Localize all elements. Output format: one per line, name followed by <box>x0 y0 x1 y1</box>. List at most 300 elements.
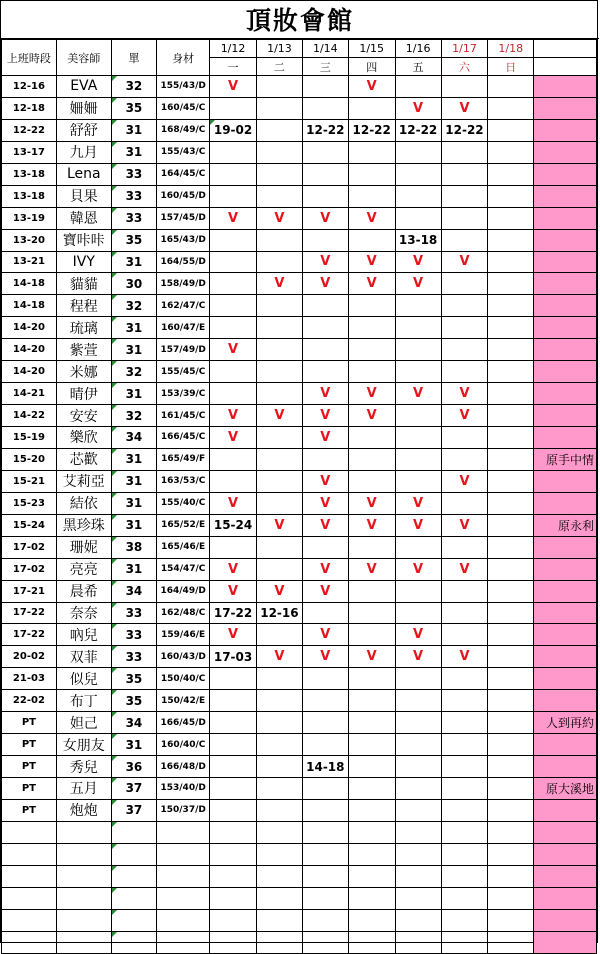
cell-body[interactable]: 153/39/C <box>157 383 210 405</box>
cell-name[interactable]: 芯歡 <box>56 448 111 470</box>
cell-day-5[interactable] <box>395 799 441 821</box>
cell-note[interactable] <box>534 317 597 339</box>
cell-day-5[interactable] <box>395 668 441 690</box>
cell-name[interactable]: 貓貓 <box>56 273 111 295</box>
cell-body[interactable] <box>157 865 210 887</box>
cell-count[interactable] <box>111 909 157 931</box>
cell-day-1[interactable] <box>210 229 257 251</box>
cell-body[interactable]: 155/43/C <box>157 141 210 163</box>
cell-day-3[interactable]: V <box>302 273 348 295</box>
cell-day-5[interactable] <box>395 734 441 756</box>
cell-body[interactable]: 166/45/C <box>157 427 210 449</box>
cell-body[interactable]: 162/47/C <box>157 295 210 317</box>
cell-note[interactable] <box>534 492 597 514</box>
cell-day-1[interactable] <box>210 470 257 492</box>
cell-name[interactable]: 布丁 <box>56 690 111 712</box>
cell-time[interactable]: 12-22 <box>2 119 57 141</box>
cell-day-4[interactable] <box>348 799 395 821</box>
cell-day-2[interactable] <box>256 909 302 931</box>
cell-body[interactable]: 165/52/E <box>157 514 210 536</box>
cell-name[interactable]: 女朋友 <box>56 734 111 756</box>
cell-count[interactable]: 31 <box>111 492 157 514</box>
cell-day-5[interactable] <box>395 470 441 492</box>
cell-day-6[interactable] <box>441 76 488 98</box>
cell-day-5[interactable] <box>395 448 441 470</box>
cell-count[interactable]: 36 <box>111 756 157 778</box>
cell-day-3[interactable] <box>302 295 348 317</box>
cell-day-6[interactable] <box>441 273 488 295</box>
cell-day-7[interactable] <box>488 778 534 800</box>
cell-count[interactable]: 35 <box>111 668 157 690</box>
cell-name[interactable]: 米娜 <box>56 361 111 383</box>
cell-note[interactable] <box>534 909 597 931</box>
cell-day-4[interactable] <box>348 339 395 361</box>
cell-day-3[interactable] <box>302 909 348 931</box>
cell-day-7[interactable] <box>488 624 534 646</box>
cell-day-6[interactable] <box>441 229 488 251</box>
cell-name[interactable]: 妲己 <box>56 712 111 734</box>
cell-name[interactable]: 晨希 <box>56 580 111 602</box>
cell-time[interactable]: PT <box>2 712 57 734</box>
cell-day-4[interactable] <box>348 887 395 909</box>
cell-day-5[interactable] <box>395 76 441 98</box>
cell-day-6[interactable] <box>441 141 488 163</box>
cell-day-5[interactable]: V <box>395 558 441 580</box>
cell-day-2[interactable] <box>256 536 302 558</box>
cell-body[interactable] <box>157 843 210 865</box>
cell-day-1[interactable] <box>210 799 257 821</box>
cell-day-6[interactable] <box>441 185 488 207</box>
cell-body[interactable]: 160/40/C <box>157 734 210 756</box>
cell-count[interactable]: 35 <box>111 690 157 712</box>
cell-day-5[interactable] <box>395 843 441 865</box>
cell-body[interactable]: 160/45/D <box>157 185 210 207</box>
cell-day-1[interactable] <box>210 734 257 756</box>
cell-name[interactable]: 九月 <box>56 141 111 163</box>
cell-count[interactable]: 31 <box>111 514 157 536</box>
cell-day-4[interactable] <box>348 295 395 317</box>
cell-time[interactable]: 17-22 <box>2 602 57 624</box>
cell-day-4[interactable] <box>348 778 395 800</box>
cell-note[interactable] <box>534 931 597 953</box>
cell-day-2[interactable]: V <box>256 273 302 295</box>
cell-count[interactable]: 37 <box>111 799 157 821</box>
cell-day-4[interactable] <box>348 448 395 470</box>
cell-day-5[interactable]: V <box>395 383 441 405</box>
cell-day-5[interactable]: V <box>395 251 441 273</box>
cell-time[interactable]: PT <box>2 756 57 778</box>
cell-body[interactable]: 153/40/D <box>157 778 210 800</box>
cell-day-4[interactable] <box>348 317 395 339</box>
cell-time[interactable]: 12-16 <box>2 76 57 98</box>
cell-day-3[interactable] <box>302 843 348 865</box>
cell-note[interactable] <box>534 207 597 229</box>
cell-day-7[interactable] <box>488 865 534 887</box>
cell-time[interactable]: 13-20 <box>2 229 57 251</box>
cell-day-3[interactable]: V <box>302 646 348 668</box>
cell-day-7[interactable] <box>488 339 534 361</box>
cell-body[interactable]: 161/45/C <box>157 405 210 427</box>
cell-day-2[interactable] <box>256 317 302 339</box>
cell-day-4[interactable] <box>348 690 395 712</box>
cell-note[interactable]: 原手中情 <box>534 448 597 470</box>
cell-day-6[interactable] <box>441 865 488 887</box>
cell-day-1[interactable]: V <box>210 76 257 98</box>
cell-day-7[interactable] <box>488 251 534 273</box>
cell-body[interactable]: 150/42/E <box>157 690 210 712</box>
cell-time[interactable] <box>2 843 57 865</box>
cell-note[interactable] <box>534 580 597 602</box>
cell-body[interactable]: 165/49/F <box>157 448 210 470</box>
cell-day-4[interactable] <box>348 427 395 449</box>
cell-day-7[interactable] <box>488 383 534 405</box>
cell-day-5[interactable] <box>395 602 441 624</box>
cell-note[interactable] <box>534 251 597 273</box>
cell-day-7[interactable] <box>488 492 534 514</box>
cell-name[interactable]: 琉璃 <box>56 317 111 339</box>
cell-count[interactable] <box>111 843 157 865</box>
cell-name[interactable]: 程程 <box>56 295 111 317</box>
cell-day-1[interactable]: 17-22 <box>210 602 257 624</box>
cell-day-6[interactable] <box>441 361 488 383</box>
cell-day-7[interactable] <box>488 558 534 580</box>
cell-day-3[interactable] <box>302 931 348 953</box>
cell-day-1[interactable] <box>210 778 257 800</box>
cell-day-2[interactable] <box>256 163 302 185</box>
cell-day-4[interactable]: V <box>348 207 395 229</box>
cell-day-1[interactable] <box>210 273 257 295</box>
cell-time[interactable]: 14-20 <box>2 339 57 361</box>
cell-day-2[interactable] <box>256 734 302 756</box>
cell-day-6[interactable] <box>441 624 488 646</box>
cell-day-6[interactable]: V <box>441 470 488 492</box>
cell-note[interactable] <box>534 185 597 207</box>
cell-day-6[interactable] <box>441 295 488 317</box>
cell-note[interactable] <box>534 405 597 427</box>
cell-day-5[interactable] <box>395 536 441 558</box>
cell-body[interactable]: 166/45/D <box>157 712 210 734</box>
cell-day-7[interactable] <box>488 646 534 668</box>
cell-count[interactable]: 38 <box>111 536 157 558</box>
cell-day-2[interactable] <box>256 339 302 361</box>
cell-day-3[interactable]: 14-18 <box>302 756 348 778</box>
cell-day-4[interactable] <box>348 470 395 492</box>
cell-time[interactable]: 15-24 <box>2 514 57 536</box>
cell-time[interactable]: 14-20 <box>2 317 57 339</box>
cell-count[interactable]: 31 <box>111 339 157 361</box>
cell-day-7[interactable] <box>488 448 534 470</box>
cell-day-3[interactable] <box>302 778 348 800</box>
cell-day-7[interactable] <box>488 821 534 843</box>
cell-day-6[interactable]: V <box>441 646 488 668</box>
cell-name[interactable]: 五月 <box>56 778 111 800</box>
cell-count[interactable]: 32 <box>111 361 157 383</box>
cell-day-1[interactable] <box>210 251 257 273</box>
cell-count[interactable]: 31 <box>111 141 157 163</box>
cell-day-6[interactable]: 12-22 <box>441 119 488 141</box>
cell-day-4[interactable]: V <box>348 251 395 273</box>
cell-day-3[interactable] <box>302 339 348 361</box>
cell-count[interactable]: 31 <box>111 119 157 141</box>
cell-day-7[interactable] <box>488 317 534 339</box>
cell-time[interactable]: 13-21 <box>2 251 57 273</box>
cell-body[interactable]: 157/49/D <box>157 339 210 361</box>
cell-note[interactable] <box>534 97 597 119</box>
cell-day-5[interactable]: V <box>395 514 441 536</box>
cell-time[interactable]: 15-21 <box>2 470 57 492</box>
cell-body[interactable]: 165/43/D <box>157 229 210 251</box>
cell-name[interactable]: 黑珍珠 <box>56 514 111 536</box>
cell-day-6[interactable] <box>441 843 488 865</box>
cell-name[interactable]: 珊妮 <box>56 536 111 558</box>
cell-day-5[interactable] <box>395 580 441 602</box>
cell-note[interactable] <box>534 76 597 98</box>
cell-body[interactable]: 160/45/C <box>157 97 210 119</box>
cell-day-3[interactable] <box>302 76 348 98</box>
cell-count[interactable]: 32 <box>111 76 157 98</box>
cell-time[interactable]: 12-18 <box>2 97 57 119</box>
cell-day-3[interactable] <box>302 668 348 690</box>
cell-count[interactable]: 31 <box>111 448 157 470</box>
cell-day-2[interactable] <box>256 799 302 821</box>
cell-time[interactable] <box>2 865 57 887</box>
cell-day-5[interactable]: V <box>395 492 441 514</box>
cell-count[interactable]: 34 <box>111 580 157 602</box>
cell-time[interactable]: 13-18 <box>2 185 57 207</box>
cell-day-2[interactable]: 12-16 <box>256 602 302 624</box>
cell-name[interactable]: 寶咔咔 <box>56 229 111 251</box>
cell-day-6[interactable] <box>441 799 488 821</box>
cell-day-1[interactable]: V <box>210 558 257 580</box>
cell-note[interactable] <box>534 887 597 909</box>
cell-day-4[interactable] <box>348 843 395 865</box>
cell-time[interactable]: 15-19 <box>2 427 57 449</box>
cell-note[interactable] <box>534 141 597 163</box>
cell-time[interactable]: PT <box>2 799 57 821</box>
cell-day-4[interactable] <box>348 712 395 734</box>
cell-day-1[interactable]: V <box>210 580 257 602</box>
cell-day-5[interactable] <box>395 778 441 800</box>
cell-day-3[interactable]: V <box>302 207 348 229</box>
cell-name[interactable]: 舒舒 <box>56 119 111 141</box>
cell-note[interactable] <box>534 229 597 251</box>
cell-note[interactable] <box>534 339 597 361</box>
cell-body[interactable]: 165/46/E <box>157 536 210 558</box>
cell-note[interactable] <box>534 624 597 646</box>
cell-day-4[interactable] <box>348 97 395 119</box>
cell-day-1[interactable]: V <box>210 405 257 427</box>
cell-day-3[interactable]: V <box>302 492 348 514</box>
cell-name[interactable]: IVY <box>56 251 111 273</box>
cell-day-7[interactable] <box>488 470 534 492</box>
cell-day-1[interactable] <box>210 843 257 865</box>
cell-day-7[interactable] <box>488 690 534 712</box>
cell-body[interactable]: 162/48/C <box>157 602 210 624</box>
cell-count[interactable]: 31 <box>111 734 157 756</box>
cell-count[interactable]: 31 <box>111 317 157 339</box>
cell-body[interactable]: 160/47/E <box>157 317 210 339</box>
cell-day-2[interactable] <box>256 931 302 953</box>
cell-name[interactable]: 貝果 <box>56 185 111 207</box>
cell-body[interactable] <box>157 887 210 909</box>
cell-day-3[interactable] <box>302 712 348 734</box>
cell-time[interactable]: 13-18 <box>2 163 57 185</box>
cell-time[interactable] <box>2 909 57 931</box>
cell-day-3[interactable] <box>302 821 348 843</box>
cell-day-4[interactable]: V <box>348 646 395 668</box>
cell-time[interactable]: 13-17 <box>2 141 57 163</box>
cell-day-2[interactable] <box>256 251 302 273</box>
cell-day-5[interactable]: V <box>395 646 441 668</box>
cell-day-1[interactable]: 15-24 <box>210 514 257 536</box>
cell-day-1[interactable]: V <box>210 492 257 514</box>
cell-name[interactable]: 艾莉亞 <box>56 470 111 492</box>
cell-day-4[interactable] <box>348 865 395 887</box>
cell-day-5[interactable] <box>395 405 441 427</box>
cell-day-5[interactable]: V <box>395 624 441 646</box>
cell-name[interactable] <box>56 843 111 865</box>
cell-day-3[interactable] <box>302 602 348 624</box>
cell-day-2[interactable] <box>256 141 302 163</box>
cell-day-7[interactable] <box>488 97 534 119</box>
cell-day-3[interactable] <box>302 141 348 163</box>
cell-day-6[interactable] <box>441 602 488 624</box>
cell-day-4[interactable] <box>348 668 395 690</box>
cell-name[interactable]: 似兒 <box>56 668 111 690</box>
cell-day-1[interactable]: V <box>210 207 257 229</box>
cell-day-7[interactable] <box>488 141 534 163</box>
cell-day-3[interactable] <box>302 887 348 909</box>
cell-time[interactable]: PT <box>2 778 57 800</box>
cell-time[interactable] <box>2 821 57 843</box>
cell-day-4[interactable] <box>348 821 395 843</box>
cell-day-5[interactable]: V <box>395 97 441 119</box>
cell-name[interactable]: 姍姍 <box>56 97 111 119</box>
cell-day-2[interactable] <box>256 361 302 383</box>
cell-time[interactable]: 14-20 <box>2 361 57 383</box>
cell-count[interactable]: 31 <box>111 383 157 405</box>
cell-note[interactable] <box>534 668 597 690</box>
cell-day-6[interactable] <box>441 734 488 756</box>
cell-body[interactable] <box>157 821 210 843</box>
cell-day-1[interactable] <box>210 317 257 339</box>
cell-day-4[interactable] <box>348 931 395 953</box>
cell-day-2[interactable] <box>256 712 302 734</box>
cell-day-6[interactable]: V <box>441 405 488 427</box>
cell-day-3[interactable] <box>302 865 348 887</box>
cell-count[interactable]: 31 <box>111 470 157 492</box>
cell-day-6[interactable] <box>441 207 488 229</box>
cell-day-4[interactable] <box>348 536 395 558</box>
cell-day-2[interactable] <box>256 448 302 470</box>
cell-note[interactable] <box>534 734 597 756</box>
cell-note[interactable] <box>534 536 597 558</box>
cell-day-3[interactable] <box>302 317 348 339</box>
cell-count[interactable]: 35 <box>111 229 157 251</box>
cell-day-6[interactable] <box>441 448 488 470</box>
cell-day-6[interactable] <box>441 756 488 778</box>
cell-body[interactable]: 168/49/C <box>157 119 210 141</box>
cell-note[interactable] <box>534 843 597 865</box>
cell-day-1[interactable] <box>210 448 257 470</box>
cell-day-1[interactable] <box>210 865 257 887</box>
cell-day-3[interactable] <box>302 690 348 712</box>
cell-day-3[interactable]: V <box>302 383 348 405</box>
cell-day-2[interactable]: V <box>256 514 302 536</box>
cell-count[interactable] <box>111 865 157 887</box>
cell-time[interactable]: 21-03 <box>2 668 57 690</box>
cell-day-3[interactable]: 12-22 <box>302 119 348 141</box>
cell-day-7[interactable] <box>488 799 534 821</box>
cell-name[interactable]: 奈奈 <box>56 602 111 624</box>
cell-count[interactable]: 32 <box>111 295 157 317</box>
cell-day-1[interactable] <box>210 185 257 207</box>
cell-day-7[interactable] <box>488 756 534 778</box>
cell-note[interactable]: 原大溪地 <box>534 778 597 800</box>
cell-name[interactable]: 紫萱 <box>56 339 111 361</box>
cell-body[interactable]: 164/55/D <box>157 251 210 273</box>
cell-note[interactable] <box>534 558 597 580</box>
cell-body[interactable]: 157/45/D <box>157 207 210 229</box>
cell-day-4[interactable]: V <box>348 514 395 536</box>
cell-day-3[interactable] <box>302 97 348 119</box>
cell-count[interactable]: 33 <box>111 185 157 207</box>
cell-day-1[interactable]: 17-03 <box>210 646 257 668</box>
cell-time[interactable]: 13-19 <box>2 207 57 229</box>
cell-name[interactable]: Lena <box>56 163 111 185</box>
cell-day-3[interactable] <box>302 799 348 821</box>
cell-day-5[interactable] <box>395 909 441 931</box>
cell-day-5[interactable]: 13-18 <box>395 229 441 251</box>
cell-day-3[interactable] <box>302 448 348 470</box>
cell-count[interactable]: 31 <box>111 558 157 580</box>
cell-name[interactable]: 秀兒 <box>56 756 111 778</box>
cell-note[interactable] <box>534 361 597 383</box>
cell-day-4[interactable] <box>348 141 395 163</box>
cell-day-6[interactable] <box>441 668 488 690</box>
cell-note[interactable] <box>534 602 597 624</box>
cell-day-1[interactable] <box>210 909 257 931</box>
cell-day-1[interactable] <box>210 141 257 163</box>
cell-day-4[interactable] <box>348 602 395 624</box>
cell-day-7[interactable] <box>488 909 534 931</box>
cell-body[interactable]: 150/37/D <box>157 799 210 821</box>
cell-day-5[interactable] <box>395 185 441 207</box>
cell-name[interactable] <box>56 821 111 843</box>
cell-name[interactable]: 吶兒 <box>56 624 111 646</box>
cell-day-5[interactable] <box>395 317 441 339</box>
cell-day-1[interactable]: 19-02 <box>210 119 257 141</box>
cell-day-6[interactable] <box>441 317 488 339</box>
cell-day-4[interactable] <box>348 734 395 756</box>
cell-day-6[interactable]: V <box>441 514 488 536</box>
cell-day-3[interactable] <box>302 185 348 207</box>
cell-day-7[interactable] <box>488 361 534 383</box>
cell-day-4[interactable] <box>348 909 395 931</box>
cell-day-3[interactable]: V <box>302 405 348 427</box>
cell-day-3[interactable]: V <box>302 580 348 602</box>
cell-day-1[interactable] <box>210 536 257 558</box>
cell-day-1[interactable] <box>210 163 257 185</box>
cell-day-3[interactable] <box>302 361 348 383</box>
cell-day-1[interactable]: V <box>210 624 257 646</box>
cell-name[interactable] <box>56 931 111 953</box>
cell-note[interactable] <box>534 295 597 317</box>
cell-day-7[interactable] <box>488 580 534 602</box>
cell-day-5[interactable] <box>395 931 441 953</box>
cell-day-7[interactable] <box>488 427 534 449</box>
cell-day-1[interactable] <box>210 668 257 690</box>
